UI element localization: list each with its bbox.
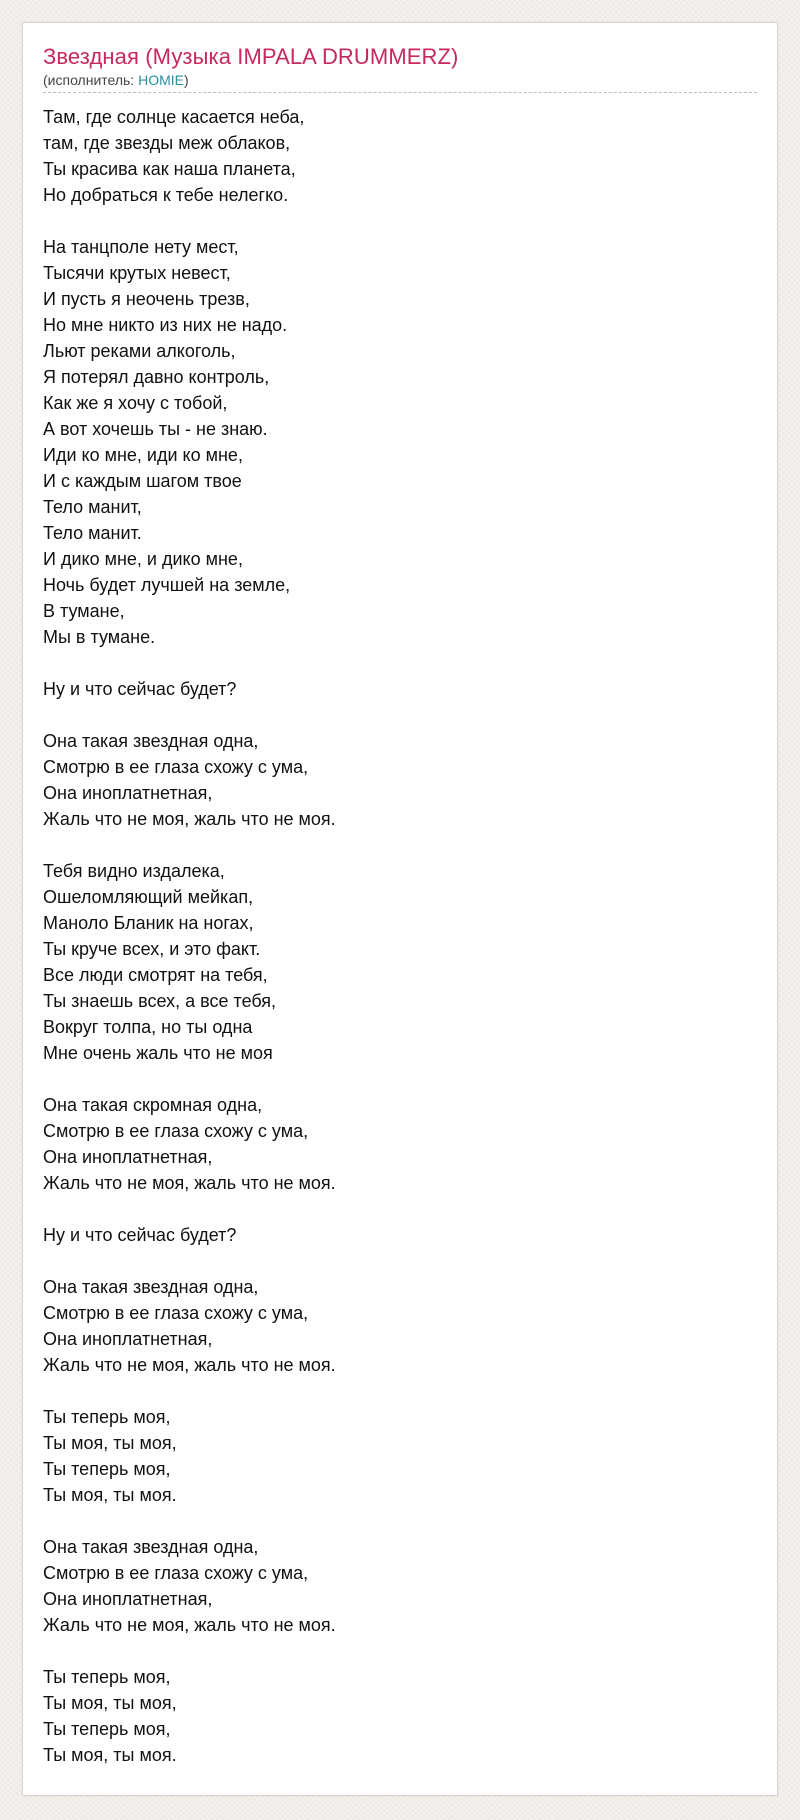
lyrics-line: Жаль что не моя, жаль что не моя.: [43, 1355, 336, 1375]
lyrics-stanza: [43, 234, 757, 650]
lyrics-line: Ну и что сейчас будет?: [43, 1225, 237, 1245]
lyrics-line: Ты круче всех, и это факт.: [43, 939, 261, 959]
lyrics-line: И с каждым шагом твое: [43, 471, 242, 491]
lyrics-line: Но мне никто из них не надо.: [43, 315, 288, 335]
lyrics-line: Она такая скромная одна,: [43, 1095, 263, 1115]
lyrics-stanza: [43, 1404, 757, 1508]
lyrics-line: Ты моя, ты моя.: [43, 1485, 177, 1505]
lyrics-line: Ты знаешь всех, а все тебя,: [43, 991, 277, 1011]
lyrics-line: Ты теперь моя,: [43, 1667, 171, 1687]
lyrics-line: Жаль что не моя, жаль что не моя.: [43, 1173, 336, 1193]
lyrics-line: Смотрю в ее глаза схожу с ума,: [43, 1563, 309, 1583]
artist-prefix: (исполнитель:: [43, 72, 139, 88]
lyrics-line: Мы в тумане.: [43, 627, 156, 647]
lyrics-line: Ты теперь моя,: [43, 1719, 171, 1739]
lyrics-stanza: [43, 858, 757, 1066]
lyrics-line: там, где звезды меж облаков,: [43, 133, 291, 153]
lyrics-line: И дико мне, и дико мне,: [43, 549, 243, 569]
lyrics-stanza: [43, 676, 757, 702]
lyrics-line: Она иноплатнетная,: [43, 1589, 213, 1609]
lyrics-line: Иди ко мне, иди ко мне,: [43, 445, 243, 465]
lyrics-line: Она такая звездная одна,: [43, 1537, 259, 1557]
lyrics-line: Ты красива как наша планета,: [43, 159, 296, 179]
artist-line: [43, 71, 757, 93]
lyrics-line: И пусть я неочень трезв,: [43, 289, 250, 309]
lyrics-line: Как же я хочу с тобой,: [43, 393, 228, 413]
lyrics-stanza: [43, 1664, 757, 1768]
lyrics-line: Смотрю в ее глаза схожу с ума,: [43, 1303, 309, 1323]
lyrics-line: Смотрю в ее глаза схожу с ума,: [43, 757, 309, 777]
lyrics-line: Ошеломляющий мейкап,: [43, 887, 254, 907]
lyrics-line: Все люди смотрят на тебя,: [43, 965, 268, 985]
lyrics-line: Вокруг толпа, но ты одна: [43, 1017, 253, 1037]
lyrics-line: Она такая звездная одна,: [43, 731, 259, 751]
lyrics-line: Она иноплатнетная,: [43, 1147, 213, 1167]
lyrics-line: Но добраться к тебе нелегко.: [43, 185, 289, 205]
lyrics-line: На танцполе нету мест,: [43, 237, 239, 257]
lyrics-line: Там, где солнце касается неба,: [43, 107, 305, 127]
lyrics-line: Ты моя, ты моя.: [43, 1745, 177, 1765]
lyrics-line: Я потерял давно контроль,: [43, 367, 270, 387]
lyrics-line: Ты теперь моя,: [43, 1459, 171, 1479]
lyrics-line: Тысячи крутых невест,: [43, 263, 231, 283]
page-title: Звездная (Музыка IMPALA DRUMMERZ): [43, 44, 459, 69]
lyrics-line: Жаль что не моя, жаль что не моя.: [43, 809, 336, 829]
lyrics-body: [43, 104, 757, 1768]
lyrics-stanza: [43, 728, 757, 832]
lyrics-line: Жаль что не моя, жаль что не моя.: [43, 1615, 336, 1635]
lyrics-stanza: [43, 1092, 757, 1196]
lyrics-card: [22, 22, 778, 1796]
lyrics-stanza: [43, 104, 757, 208]
lyrics-line: Ты моя, ты моя,: [43, 1693, 177, 1713]
lyrics-line: Она иноплатнетная,: [43, 1329, 213, 1349]
lyrics-line: Она такая звездная одна,: [43, 1277, 259, 1297]
lyrics-stanza: [43, 1222, 757, 1248]
lyrics-line: А вот хочешь ты - не знаю.: [43, 419, 268, 439]
lyrics-line: Ты моя, ты моя,: [43, 1433, 177, 1453]
lyrics-line: Ну и что сейчас будет?: [43, 679, 237, 699]
lyrics-stanza: [43, 1534, 757, 1638]
lyrics-line: Льют реками алкоголь,: [43, 341, 236, 361]
lyrics-stanza: [43, 1274, 757, 1378]
lyrics-line: Маноло Бланик на ногах,: [43, 913, 254, 933]
artist-suffix: ): [183, 72, 189, 88]
lyrics-line: Тебя видно издалека,: [43, 861, 225, 881]
lyrics-line: Тело манит,: [43, 497, 142, 517]
artist-link[interactable]: HOMIE: [138, 72, 184, 88]
lyrics-line: Мне очень жаль что не моя: [43, 1043, 273, 1063]
lyrics-line: Она иноплатнетная,: [43, 783, 213, 803]
lyrics-line: Тело манит.: [43, 523, 142, 543]
lyrics-line: Ты теперь моя,: [43, 1407, 171, 1427]
lyrics-line: В тумане,: [43, 601, 125, 621]
lyrics-line: Смотрю в ее глаза схожу с ума,: [43, 1121, 309, 1141]
lyrics-line: Ночь будет лучшей на земле,: [43, 575, 291, 595]
